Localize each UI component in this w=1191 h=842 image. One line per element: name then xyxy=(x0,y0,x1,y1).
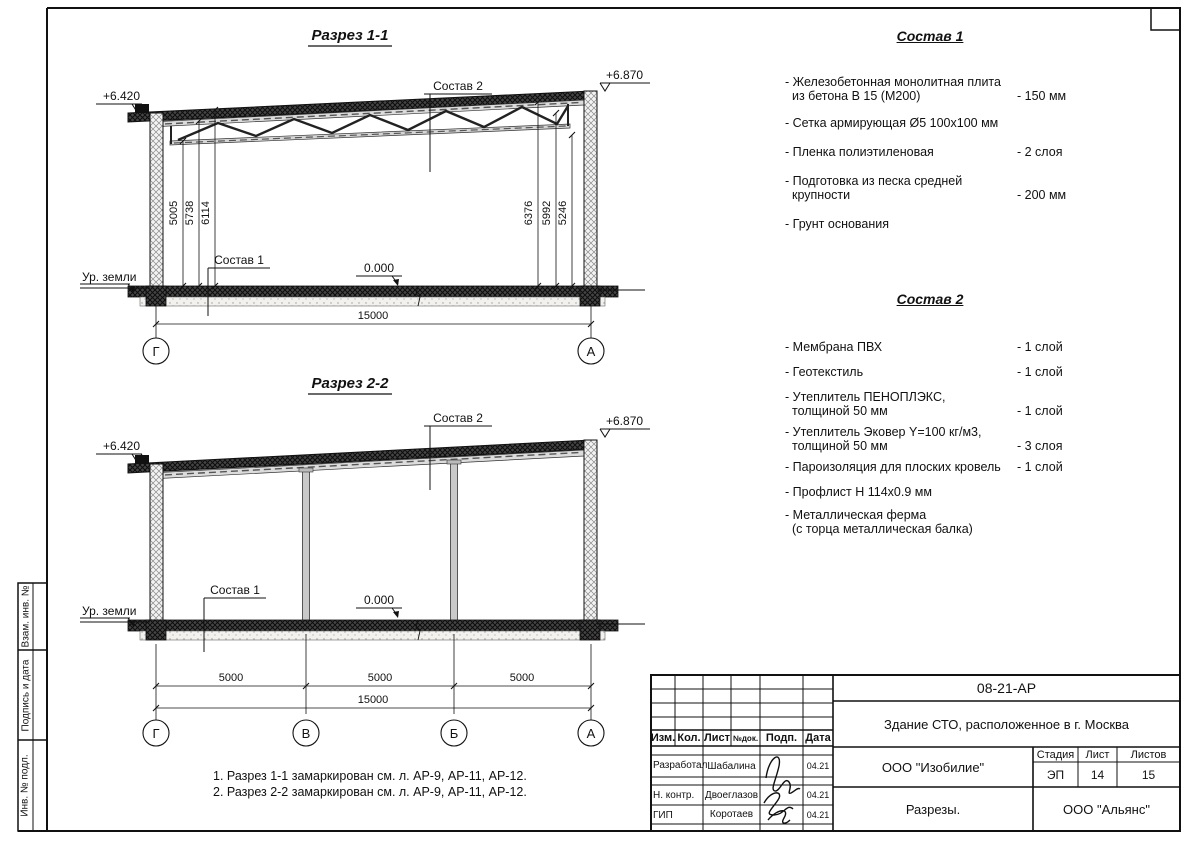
dim-15000-s1: 15000 xyxy=(357,310,389,322)
col-data: Дата xyxy=(805,732,831,744)
col-podp: Подп. xyxy=(765,732,798,744)
date: 04.21 xyxy=(806,809,830,820)
sidebar-label: Инв. № подл. xyxy=(20,754,32,817)
column-v xyxy=(303,470,310,622)
svg-text:+6.420: +6.420 xyxy=(102,439,140,453)
section-2-2-drawing xyxy=(80,375,650,746)
dim-5000-3: 5000 xyxy=(509,672,535,684)
list-item: - Железобетонная монолитная плита из бетона В 15 (М200) - 150 мм xyxy=(785,75,1067,103)
svg-text:0.000: 0.000 xyxy=(363,261,395,275)
col-kol: Кол. xyxy=(677,732,701,744)
axis-v-s2: В xyxy=(301,726,311,741)
sheets-label: Листов xyxy=(1130,748,1167,761)
sheets-total: 15 xyxy=(1141,767,1156,782)
svg-text:Состав 2: Состав 2 xyxy=(433,411,483,425)
dim-6114: 6114 xyxy=(200,201,212,225)
list-item: - Геотекстиль - 1 слой xyxy=(785,365,1063,379)
list-item: - Пленка полиэтиленовая - 2 слоя xyxy=(785,145,1063,159)
signatures xyxy=(764,757,800,823)
svg-text:Состав 2: Состав 2 xyxy=(433,79,483,93)
person-name: Шабалина xyxy=(707,760,756,772)
date: 04.21 xyxy=(806,761,830,771)
role: Разработал xyxy=(653,760,708,771)
svg-text:+6.870: +6.870 xyxy=(606,414,644,428)
col-ndok: №док. xyxy=(732,733,759,743)
list-item: - Грунт основания xyxy=(785,217,890,231)
col-list: Лист xyxy=(704,732,730,744)
doc-number: 08-21-АР xyxy=(976,680,1037,696)
date: 04.21 xyxy=(806,790,830,800)
sheet-label: Лист xyxy=(1085,748,1110,761)
list-item: - Подготовка из песка средней крупности - 200 мм xyxy=(785,174,1067,202)
svg-text:Состав 1: Состав 1 xyxy=(214,253,264,267)
section1-title: Разрез 1-1 xyxy=(311,27,389,44)
col-izm: Изм. xyxy=(650,732,676,744)
axis-g-s1: Г xyxy=(152,344,160,359)
corner-box xyxy=(1151,8,1180,30)
sostav1-heading: Состав 1 xyxy=(896,28,964,44)
design-org: ООО "Изобилие" xyxy=(881,759,985,775)
zero-level-mark-s2 xyxy=(356,593,402,618)
dim-5738: 5738 xyxy=(184,200,196,226)
stage-label: Стадия xyxy=(1036,748,1075,761)
project-title: Здание СТО, расположенное в г. Москва xyxy=(884,716,1129,732)
axis-g-s2: Г xyxy=(152,726,160,741)
person-name: Коротаев xyxy=(709,809,754,820)
elev-mark-left-s2 xyxy=(96,439,142,462)
section-1-1-drawing xyxy=(80,27,650,364)
dim-5000-2: 5000 xyxy=(367,672,393,684)
sidebar-label: Подпись и дата xyxy=(20,659,31,731)
dim-15000-s2: 15000 xyxy=(357,694,389,706)
person-name: Двоеглазов xyxy=(704,789,759,801)
list-item: - Профлист Н 114x0.9 мм xyxy=(785,485,932,499)
dim-5005: 5005 xyxy=(168,200,180,226)
dim-5246: 5246 xyxy=(557,200,569,226)
svg-text:Ур. земли: Ур. земли xyxy=(82,270,137,284)
list-item: - Металлическая ферма (с торца металлическая балка) xyxy=(785,508,973,536)
list-item: - Пароизоляция для плоских кровель - 1 слой xyxy=(785,460,1063,474)
sheet-title: Разрезы. xyxy=(905,801,961,817)
list-item: - Утеплитель ПЕНОПЛЭКС, толщиной 50 мм - 1 слой xyxy=(785,390,1063,418)
note-line: 2. Разрез 2-2 замаркирован см. л. АР-9, АР-11, АР-12. xyxy=(213,785,527,799)
svg-text:Состав 1: Состав 1 xyxy=(210,583,260,597)
notes xyxy=(213,768,527,800)
svg-text:+6.870: +6.870 xyxy=(606,68,644,82)
axis-b-s2: Б xyxy=(449,726,459,741)
elev-mark-left xyxy=(96,89,142,112)
sidebar-label: Взам. инв. № xyxy=(20,585,32,648)
dim-5992: 5992 xyxy=(541,200,553,226)
column-b xyxy=(451,462,458,622)
sostav1-leader xyxy=(208,253,270,316)
svg-text:0.000: 0.000 xyxy=(363,593,395,607)
axis-a-s1: А xyxy=(586,344,596,359)
elev-mark-right xyxy=(600,68,650,91)
role: Н. контр. xyxy=(653,790,695,801)
list-item: - Сетка армирующая Ø5 100x100 мм xyxy=(785,116,999,130)
role: ГИП xyxy=(653,810,673,821)
sostav2-heading: Состав 2 xyxy=(896,291,964,307)
list-item: - Утеплитель Эковер Y=100 кг/м3, толщиной 50 мм - 3 слоя xyxy=(785,425,1063,453)
stage-value: ЭП xyxy=(1046,767,1065,782)
note-line: 1. Разрез 1-1 замаркирован см. л. АР-9, АР-11, АР-12. xyxy=(213,769,527,783)
svg-text:Ур. земли: Ур. земли xyxy=(82,604,137,618)
elev-mark-right-s2 xyxy=(600,414,650,437)
svg-text:+6.420: +6.420 xyxy=(102,89,140,103)
list-item: - Мембрана ПВХ - 1 слой xyxy=(785,340,1063,354)
dim-6376: 6376 xyxy=(523,200,535,226)
dim-5000-1: 5000 xyxy=(218,672,244,684)
contractor: ООО "Альянс" xyxy=(1063,801,1150,817)
axis-a-s2: А xyxy=(586,726,596,741)
zero-level-mark xyxy=(356,261,402,286)
section2-title: Разрез 2-2 xyxy=(311,375,389,392)
sheet-number: 14 xyxy=(1090,767,1105,782)
sostav1-leader-s2 xyxy=(204,583,266,652)
